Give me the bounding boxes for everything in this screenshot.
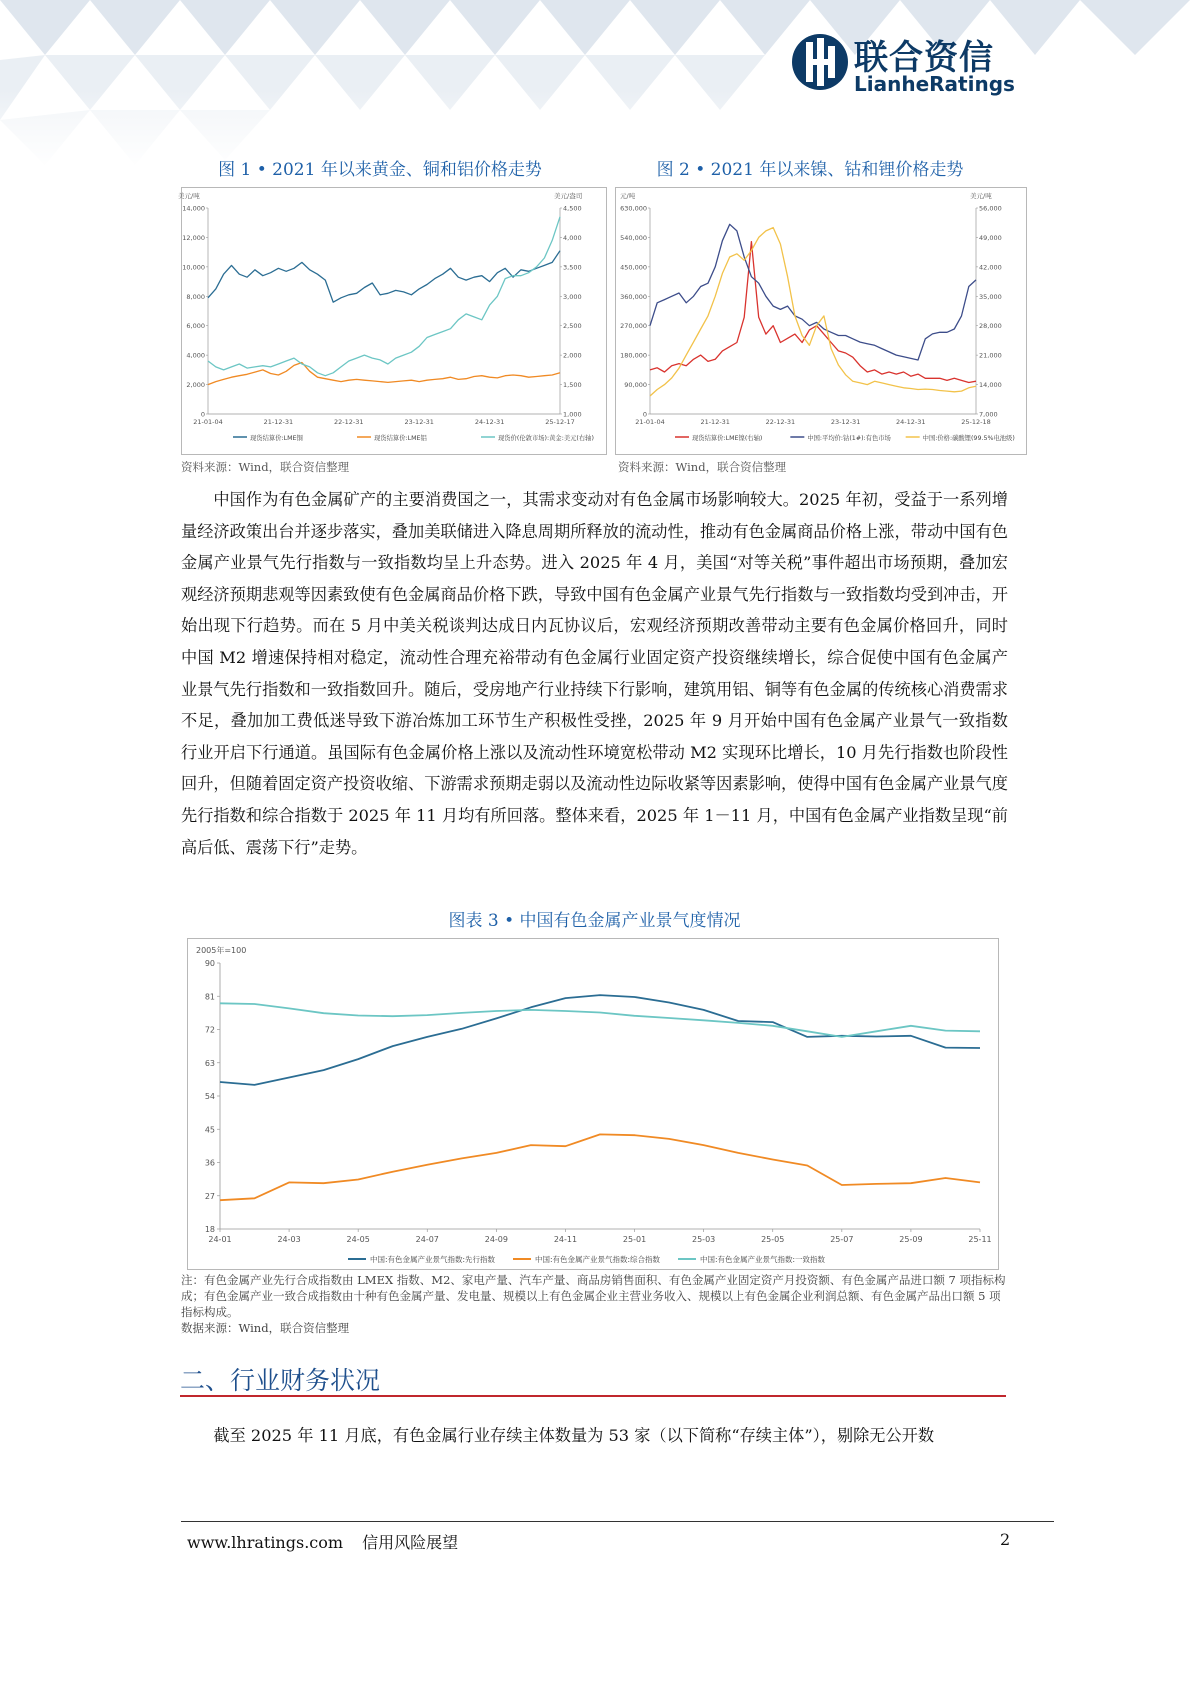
fig1-series-line (208, 251, 560, 303)
fig2-right-tick: 49,000 (979, 233, 1002, 242)
fig3-series-line (220, 995, 980, 1085)
fig3-legend-label: 中国:有色金属产业景气指数:综合指数 (535, 1255, 661, 1264)
fig2-x-tick: 23-12-31 (830, 418, 861, 426)
fig2-right-tick: 21,000 (979, 351, 1002, 360)
fig2-left-unit: 元/吨 (620, 192, 636, 200)
fig2-series-line (650, 228, 976, 396)
fig1-right-tick: 4,500 (563, 204, 582, 213)
fig3-y-tick: 63 (204, 1058, 215, 1068)
figure2-chart-frame (615, 187, 1027, 455)
fig1-right-tick: 2,000 (563, 351, 582, 360)
fig3-unit: 2005年=100 (196, 946, 247, 955)
fig1-x-tick: 22-12-31 (334, 418, 364, 426)
fig3-x-tick: 25-05 (761, 1235, 785, 1244)
page-number: 2 (1000, 1530, 1011, 1549)
fig1-left-tick: 10,000 (182, 263, 205, 272)
fig2-left-tick: 360,000 (620, 292, 647, 301)
fig3-y-tick: 18 (204, 1225, 215, 1234)
fig1-left-tick: 6,000 (186, 322, 205, 331)
fig1-left-tick: 2,000 (186, 381, 205, 390)
body-paragraph-2: 截至 2025 年 11 月底，有色金属行业存续主体数量为 53 家（以下简称“存续主体”），剔除无公开数 (213, 1426, 935, 1445)
footer-publication: 信用风险展望 (362, 1533, 459, 1552)
fig3-x-tick: 25-07 (830, 1235, 854, 1244)
fig2-left-tick: 180,000 (620, 351, 647, 360)
fig1-right-tick: 1,500 (563, 381, 582, 390)
fig3-x-tick: 24-07 (415, 1235, 439, 1244)
fig2-left-tick: 450,000 (620, 263, 647, 272)
fig2-x-tick: 25-12-18 (961, 418, 991, 426)
fig2-right-tick: 42,000 (979, 263, 1002, 272)
fig1-right-tick: 4,000 (563, 233, 582, 242)
fig2-right-tick: 7,000 (979, 410, 998, 419)
fig1-right-tick: 3,500 (563, 263, 582, 272)
figure3-data-source: 数据来源：Wind，联合资信整理 (181, 1321, 350, 1335)
fig3-y-tick: 36 (204, 1158, 215, 1168)
figure1-title: 图 1 • 2021 年以来黄金、铜和铝价格走势 (218, 160, 542, 180)
fig2-series-line (650, 242, 976, 383)
fig2-legend-label: 现货结算价:LME镍(右轴) (692, 435, 763, 442)
fig3-x-tick: 25-01 (622, 1235, 647, 1244)
brand-logo (790, 30, 1040, 100)
fig3-x-tick: 24-05 (346, 1235, 370, 1244)
figure2-source: 资料来源：Wind，联合资信整理 (618, 460, 787, 474)
lianhe-logo-mark-icon (790, 32, 850, 92)
fig3-y-tick: 45 (204, 1125, 215, 1135)
fig3-x-tick: 25-03 (692, 1235, 716, 1244)
fig3-x-tick: 25-11 (968, 1235, 992, 1244)
brand-name-en: LianheRatings (854, 72, 1015, 96)
fig2-right-unit: 美元/吨 (970, 192, 992, 200)
fig1-right-tick: 1,000 (563, 410, 582, 419)
figure3-chart-frame (187, 938, 999, 1270)
fig3-series-line (220, 1134, 980, 1200)
fig1-x-tick: 21-12-31 (263, 418, 294, 426)
fig1-left-unit: 美元/吨 (178, 192, 200, 200)
figure1-chart-frame (178, 187, 607, 455)
fig2-left-tick: 0 (642, 410, 647, 419)
fig3-y-tick: 54 (204, 1092, 215, 1101)
fig2-legend-label: 中国:平均价:钴(1#):有色市场 (807, 435, 891, 442)
fig3-x-tick: 24-11 (553, 1235, 578, 1244)
fig2-left-tick: 630,000 (620, 204, 647, 213)
fig2-left-tick: 90,000 (624, 381, 647, 390)
fig3-y-tick: 72 (204, 1025, 215, 1035)
fig1-legend-label: 现货结算价:LME铝 (374, 435, 427, 442)
footer-left (187, 1530, 458, 1553)
fig1-series-line (208, 217, 560, 376)
fig1-x-tick: 24-12-31 (474, 418, 505, 426)
fig3-x-tick: 24-09 (484, 1235, 508, 1244)
fig2-right-tick: 56,000 (979, 204, 1002, 213)
fig2-legend-label: 中国:价格:碳酸锂(99.5%电池级) (922, 435, 1015, 442)
fig1-right-tick: 2,500 (563, 322, 582, 331)
figure1-source: 资料来源：Wind，联合资信整理 (181, 460, 350, 474)
fig2-x-tick: 22-12-31 (765, 418, 796, 426)
fig1-left-tick: 12,000 (182, 233, 205, 242)
fig3-y-tick: 81 (204, 992, 215, 1002)
fig1-x-tick: 21-01-04 (193, 418, 223, 426)
fig1-x-tick: 25-12-17 (545, 418, 575, 426)
fig1-left-tick: 8,000 (186, 292, 205, 301)
figure2-title: 图 2 • 2021 年以来镍、钴和锂价格走势 (656, 160, 964, 180)
fig1-legend-label: 现货价(伦敦市场):黄金:美元(右轴) (498, 435, 594, 442)
fig3-y-tick: 27 (204, 1191, 215, 1201)
fig3-series-line (220, 1003, 980, 1037)
section-heading: 二、行业财务状况 (180, 1366, 381, 1395)
fig2-right-tick: 28,000 (979, 322, 1002, 331)
figure3-note: 注：有色金属产业先行合成指数由 LMEX 指数、M2、家电产量、汽车产量、商品房销售面积、有色金属产业固定资产月投资额、有色金属产品进口额 7 项指标构成；有色金属产业一致合成指数由十种有色金属产量、发电量、规模以上有色金属企业主营业务收入、规模以上有色金属企业利润总额、有色金属产品出口额 5 项指标构成。 (181, 1273, 1006, 1319)
figure1-chart (178, 188, 606, 454)
section-divider (180, 1395, 1006, 1397)
body-paragraph-1: 中国作为有色金属矿产的主要消费国之一，其需求变动对有色金属市场影响较大。2025 年初，受益于一系列增量经济政策出台并逐步落实，叠加美联储进入降息周期所释放的流动性，推动有色金属商品价格上涨，带动中国有色金属产业景气先行指数与一致指数均呈上升态势。进入 2025 年 4 月，美国“对等关税”事件超出市场预期，叠加宏观经济预期悲观等因素致使有色金属商品价格下跌，导致中国有色金属产业景气先行指数与一致指数均受到冲击，开始出现下行趋势。而在 5 月中美关税谈判达成日内瓦协议后，宏观经济预期改善带动主要有色金属价格回升，同时中国 M2 增速保持相对稳定，流动性合理充裕带动有色金属行业固定资产投资继续增长，综合促使中国有色金属产业景气先行指数和一致指数回升。随后，受房地产行业持续下行影响，建筑用铝、铜等有色金属的传统核心消费需求不足，叠加加工费低迷导致下游冶炼加工环节生产积极性受挫，2025 年 9 月开始中国有色金属产业景气一致指数行业开启下行通道。虽国际有色金属价格上涨以及流动性环境宽松带动 M2 实现环比增长，10 月先行指数也阶段性回升，但随着固定资产投资收缩、下游需求预期走弱以及流动性边际收紧等因素影响，使得中国有色金属产业景气度先行指数和综合指数于 2025 年 11 月均有所回落。整体来看，2025 年 1－11 月，中国有色金属产业指数呈现“前高后低、震荡下行”走势。 (181, 490, 1008, 857)
fig3-x-tick: 24-01 (208, 1235, 232, 1244)
fig1-legend-label: 现货结算价:LME铜 (250, 435, 303, 442)
fig3-legend-label: 中国:有色金属产业景气指数:先行指数 (370, 1255, 496, 1264)
brand-name-cn: 联合资信 (854, 38, 994, 78)
fig2-right-tick: 35,000 (979, 292, 1002, 301)
figure2-chart (616, 188, 1026, 454)
fig2-left-tick: 540,000 (620, 233, 647, 242)
fig3-y-tick: 90 (204, 959, 215, 968)
fig1-left-tick: 14,000 (182, 204, 205, 213)
fig1-right-unit: 美元/盎司 (554, 192, 583, 200)
fig1-right-tick: 3,000 (563, 292, 582, 301)
fig1-x-tick: 23-12-31 (404, 418, 434, 426)
fig2-right-tick: 14,000 (979, 381, 1002, 390)
fig1-left-tick: 4,000 (186, 351, 205, 360)
figure3-title: 图表 3 • 中国有色金属产业景气度情况 (448, 911, 741, 931)
fig3-legend-label: 中国:有色金属产业景气指数:一致指数 (700, 1255, 826, 1264)
fig2-x-tick: 21-01-04 (635, 418, 665, 426)
fig2-x-tick: 21-12-31 (700, 418, 730, 426)
fig3-x-tick: 25-09 (899, 1235, 923, 1244)
fig2-series-line (650, 224, 976, 360)
footer-website: www.lhratings.com (187, 1533, 344, 1552)
fig2-x-tick: 24-12-31 (896, 418, 926, 426)
fig3-x-tick: 24-03 (277, 1235, 301, 1244)
figure3-chart (188, 939, 998, 1269)
fig2-left-tick: 270,000 (620, 322, 647, 331)
fig1-left-tick: 0 (200, 410, 205, 419)
footer-divider (181, 1521, 1054, 1522)
